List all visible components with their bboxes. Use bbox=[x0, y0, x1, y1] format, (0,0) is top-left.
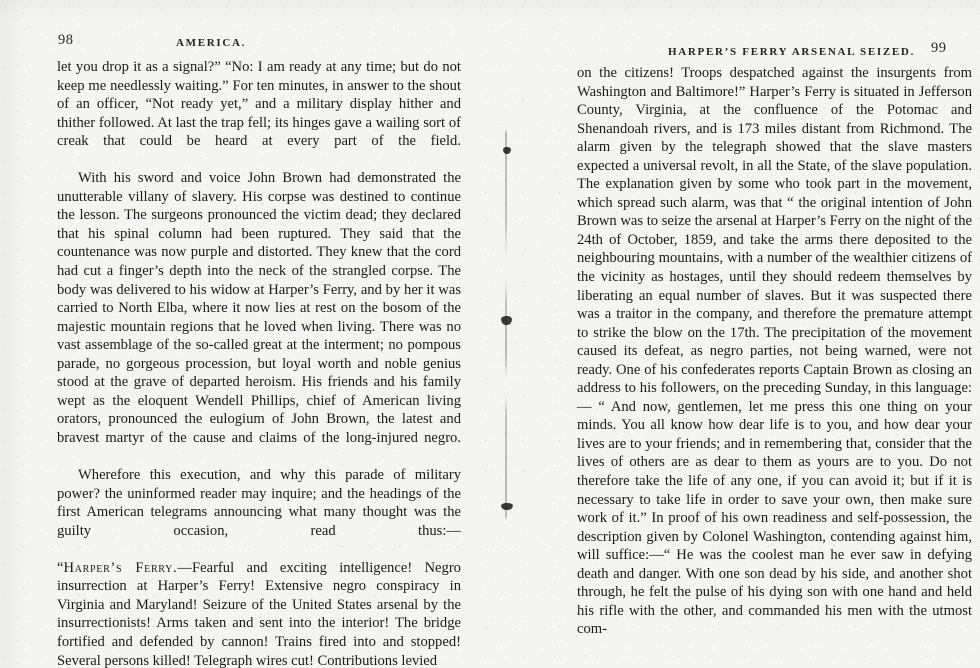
telegram-body-text: —Fearful and exciting intelligence! Negro insurrection at Harper’s Ferry! Extensive negro conspiracy in Virginia and Maryland! Seizure of the United States arsenal by the insurrectionists! Arms taken and sent into the interior! The bridge fortified and defended by cannon! Trains fired into and stopped! Several persons killed! Telegraph wires cut! Contributions levied bbox=[57, 559, 461, 668]
verso-paragraph: With his sword and voice John Brown had demonstrated the unutterable villany of slavery. His corpse was destined to continue the lesson. The surgeons pronounced the victim dead; they declared that his spinal column had been ruptured. They said that the countenance was now purple and distorted. They knew that the cord had cut a finger’s depth into the neck of the strangled corpse. The body was delivered to his widow at Harper’s Ferry, and by her it was carried to North Elba, where it now lies at rest on the bosom of the majestic mountain regions that he loved when living. There was no vast assemblage of the so-called great at the interment; no pompous parade, no gorgeous procession, but loyal worth and noble genius stood at the grave of departed heroism. His friends and his family wept as the eloquent Wendell Phillips, chief of American living orators, pronounced the eulogium of John Brown, the latest and bravest martyr of the cause and claims of the long-injured negro. bbox=[57, 170, 461, 446]
telegram-open-quote: “ bbox=[57, 559, 64, 576]
verso-telegram-paragraph bbox=[57, 559, 461, 668]
recto-text-column bbox=[577, 64, 972, 639]
verso-text-column bbox=[57, 58, 461, 668]
recto-running-title: HARPER’S FERRY ARSENAL SEIZED. bbox=[668, 46, 916, 58]
telegram-smallcaps-heading: Harper’s Ferry. bbox=[63, 559, 178, 576]
verso-paragraph: let you drop it as a signal?” “No: I am ready at any time; but do not keep me needlessly waiting.” For ten minutes, in answer to the shout of an officer, “Not ready yet,” and a military display hither and thither followed. At last the trap fell; its hinges gave a wailing sort of creak that could be heard at every part of the field. bbox=[57, 59, 461, 150]
verso-running-title: AMERICA. bbox=[176, 37, 247, 49]
verso-folio-number: 98 bbox=[58, 32, 74, 48]
recto-page bbox=[506, 0, 980, 668]
recto-paragraph: on the citizens! Troops despatched against the insurgents from Washington and Baltimore!” Harper’s Ferry is situated in Jefferson County, Virginia, at the confluence of the Potomac and Shenandoah rivers, and is 173 miles distant from Richmond. The alarm given by the telegraph showed that the slave masters expected a universal revolt, in all the State, of the slave population. The explanation given by some who took part in the movement, which spread such alarm, was that “ the original intention of John Brown was to seize the arsenal at Harper’s Ferry on the night of the 24th of October, 1859, and take the arms there deposited to the neighbouring mountains, with a number of the wealthier citizens of the vicinity as hostages, until they should redeem themselves by liberating an equal number of slaves. But it was suspected there was a traitor in the company, and therefore the premature attempt to strike the blow on the 17th. The precipitation of the movement caused its defeat, as negro parties, not being warned, were not ready. One of his confederates reports Captain Brown as closing an address to his followers, on the preceding Sunday, in this language:— “ And now, gentlemen, let me press this one thing on your minds. You all know how dear life is to you, and how dear your lives are to your friends; and in remembering that, consider that the lives of others are as dear to them as yours are to you. Do not therefore take the life of any one, if you can avoid it; but if it is necessary to take life in order to save your own, then make sure work of it.” In proof of his own readiness and self-possession, the description given by Colonel Washington, contending against him, will suffice:—“ He was the coolest man he ever saw in defying death and danger. With one son dead by his side, and another shot through, he felt the pulse of his dying son with one hand and held his rifle with the other, and commanded his men with the utmost com- bbox=[577, 65, 972, 638]
recto-folio-number: 99 bbox=[931, 40, 947, 56]
verso-paragraph: Wherefore this execution, and why this parade of military power? the uninformed reader may inquire; and the headings of the first American telegrams announcing what many thought was the guilty occasion, read thus:— bbox=[57, 467, 461, 539]
